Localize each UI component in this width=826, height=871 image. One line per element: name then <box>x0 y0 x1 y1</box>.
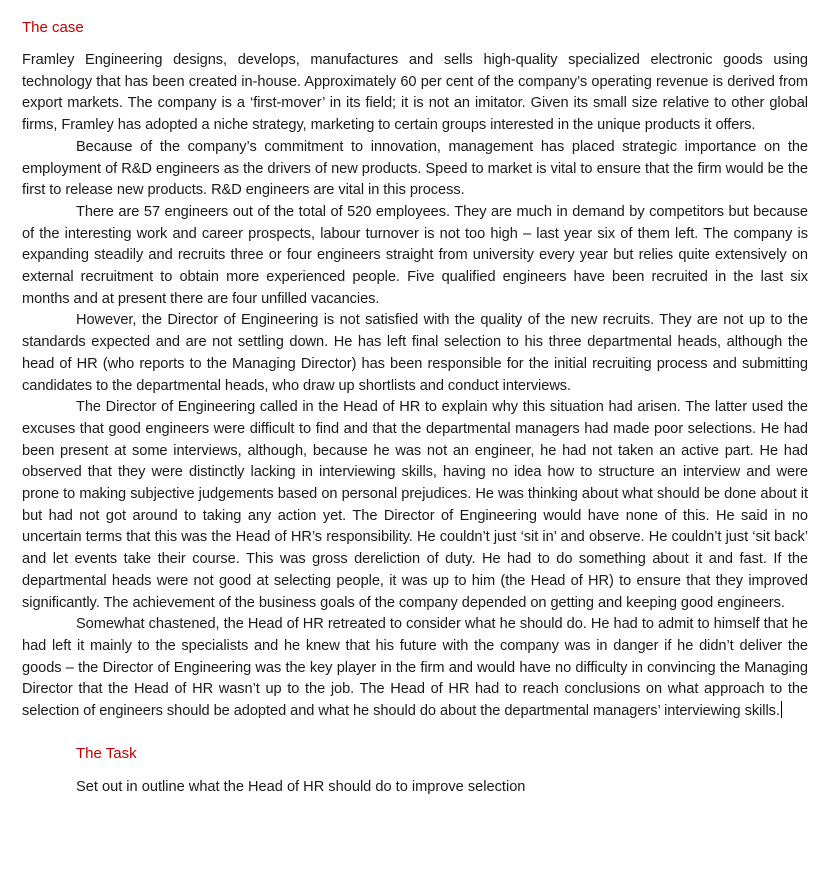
task-text: Set out in outline what the Head of HR should do to improve selection <box>76 778 526 795</box>
case-paragraph-1: Framley Engineering designs, develops, manufactures and sells high-quality specialized electronic goods using technology that has been created in-house. Approximately 60 per cent of the company’s operating revenue is derived from export markets. The company is a ‘first-mover’ in its field; it is not an imitator. Given its small size relative to other global firms, Framley has adopted a niche strategy, marketing to certain groups interested in the unique products it offers. <box>22 52 808 134</box>
case-heading: The case <box>22 19 84 36</box>
document-page <box>22 16 808 799</box>
case-paragraph-6[interactable] <box>22 614 808 723</box>
case-paragraph-4: However, the Director of Engineering is not satisfied with the quality of the new recruits. They are not up to the standards expected and are not settling down. He has left final selection to his three departmental heads, although the head of HR (who reports to the Managing Director) has been responsible for the initial recruiting process and submitting candidates to the departmental heads, who draw up shortlists and conduct interviews. <box>22 312 808 394</box>
text-cursor <box>781 701 782 718</box>
case-paragraph-3: There are 57 engineers out of the total of 520 employees. They are much in demand by competitors but because of the interesting work and career prospects, labour turnover is not too high – last year six of them left. The company is expanding steadily and recruits three or four engineers straight from university every year but relies quite extensively on external recruitment to obtain more experienced people. Five qualified engineers have been recruited in the last six months and at present there are four unfilled vacancies. <box>22 203 808 307</box>
task-section <box>76 743 808 799</box>
case-paragraph-2: Because of the company’s commitment to innovation, management has placed strategic importance on the employment of R&D engineers as the drivers of new products. Speed to market is vital to ensure that the firm would be the first to release new products. R&D engineers are vital in this process. <box>22 138 808 199</box>
case-paragraph-6-text: Somewhat chastened, the Head of HR retreated to consider what he should do. He had to admit to himself that he had left it mainly to the specialists and he knew that his future with the company was in danger if he didn’t deliver the goods – the Director of Engineering was the key player in the firm and would have no difficulty in convincing the Managing Director that the Head of HR wasn’t up to the job. The Head of HR had to reach conclusions on what approach to the selection of engineers should be adopted and what he should do about the departmental managers’ interviewing skills. <box>22 616 808 720</box>
case-paragraph-5: The Director of Engineering called in the Head of HR to explain why this situation had arisen. The latter used the excuses that good engineers were difficult to find and that the departmental managers had made poor selections. He had been present at some interviews, although, because he was not an engineer, he had not taken an active part. He had observed that they were distinctly lacking in interviewing skills, having no idea how to structure an interview and were prone to making subjective judgements based on personal prejudices. He was thinking about what should be done about it but had not got around to taking any action yet. The Director of Engineering would have none of this. He said in no uncertain terms that this was the Head of HR’s responsibility. He couldn’t just ‘sit in’ and observe. He couldn’t just ‘sit back’ and let events take their course. This was gross dereliction of duty. He had to do something about it and fast. If the departmental heads were not good at selecting people, it was up to him (the Head of HR) to ensure that they improved significantly. The achievement of the business goals of the company depended on getting and keeping good engineers. <box>22 399 808 611</box>
task-heading: The Task <box>76 744 137 762</box>
